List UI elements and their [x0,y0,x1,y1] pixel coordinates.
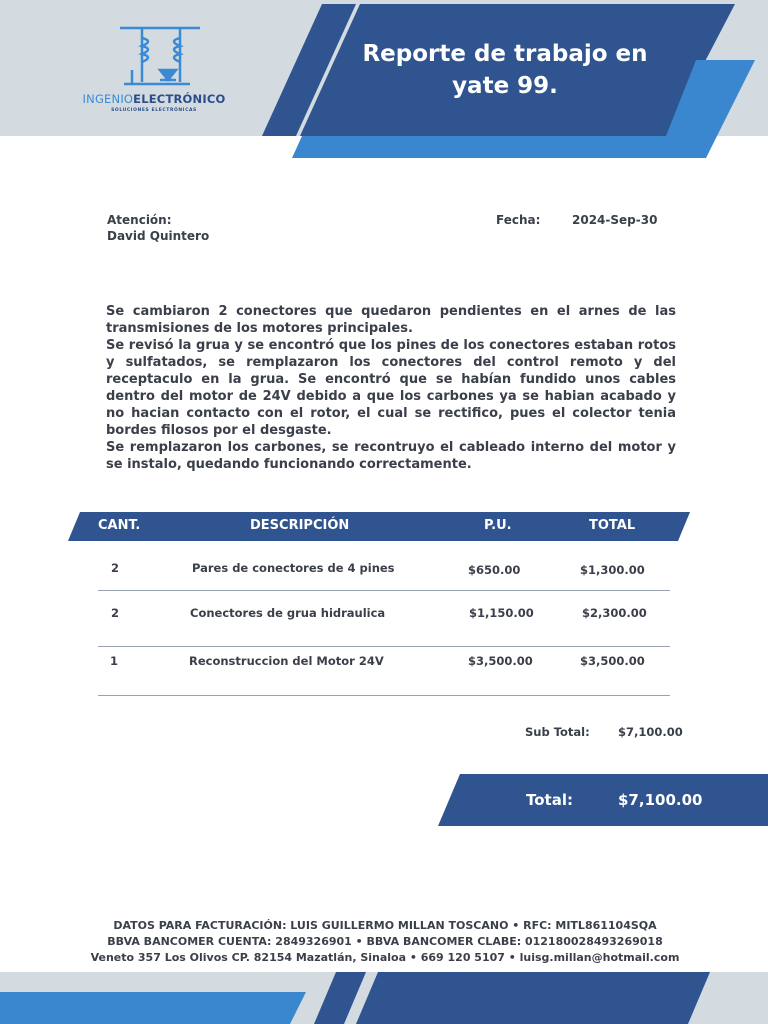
row-divider [98,646,670,647]
column-header-unit-price: P.U. [484,518,512,533]
row-1-description: Pares de conectores de 4 pines [192,561,395,575]
footer-billing-info: DATOS PARA FACTURACIÓN: LUIS GUILLERMO MILLAN TOSCANO • RFC: MITL861104SQA [113,919,657,932]
footer-bank-info: BBVA BANCOMER CUENTA: 2849326901 • BBVA BANCOMER CLABE: 012180028493269018 [107,935,663,948]
work-description [106,303,676,473]
description-paragraph: Se cambiaron 2 conectores que quedaron pendientes en el arnes de las transmisiones de los motores principales. [106,304,676,336]
row-divider [98,695,670,696]
company-logo [72,22,237,122]
footer-contact-info: Veneto 357 Los Olivos CP. 82154 Mazatlán, Sinaloa • 669 120 5107 • luisg.millan@hotmail.com [90,951,680,964]
logo-tagline: SOLUCIONES ELECTRÓNICAS [111,108,197,113]
row-1-unit-price: $650.00 [468,563,521,577]
page-title: Reporte de trabajo en yate 99. [362,41,648,99]
description-paragraph: Se revisó la grua y se encontró que los pines de los conectores estaban rotos y sulfatados, se remplazaron los conectores del control remoto y del receptaculo en la grua. Se encontró que se habían fundido unos cables dentro del motor de 24V debido a que los carbones ya se habian acabado y no hacian contacto con el rotor, el cual se rectifico, pues el colector tenia bordes filosos por el desgaste. [106,338,676,438]
description-paragraph: Se remplazaron los carbones, se recontruyo el cableado interno del motor y se instalo, quedando funcionando correctamente. [106,440,676,472]
total-banner [430,770,768,830]
column-header-qty: CANT. [98,518,141,533]
column-header-description: DESCRIPCIÓN [250,518,350,533]
row-2-total: $2,300.00 [582,606,647,620]
row-3-description: Reconstruccion del Motor 24V [189,654,384,668]
row-1-qty: 2 [111,561,120,575]
total-label: Total: [526,791,573,809]
attention-label: Atención: [107,213,172,227]
attention-value: David Quintero [107,229,210,243]
row-3-qty: 1 [110,654,119,668]
row-2-unit-price: $1,150.00 [469,606,534,620]
row-3-unit-price: $3,500.00 [468,654,533,668]
column-header-total: TOTAL [589,518,636,533]
row-divider [98,590,670,591]
date-value: 2024-Sep-30 [572,213,658,227]
footer-decoration [0,972,768,1024]
date-label: Fecha: [496,213,541,227]
row-2-description: Conectores de grua hidraulica [190,606,386,620]
row-3-total: $3,500.00 [580,654,645,668]
logo-wordmark: INGENIOELECTRÓNICO [82,92,226,106]
total-value: $7,100.00 [618,791,703,809]
row-1-total: $1,300.00 [580,563,645,577]
subtotal-label: Sub Total: [525,725,590,739]
subtotal-value: $7,100.00 [618,725,683,739]
row-2-qty: 2 [111,606,120,620]
